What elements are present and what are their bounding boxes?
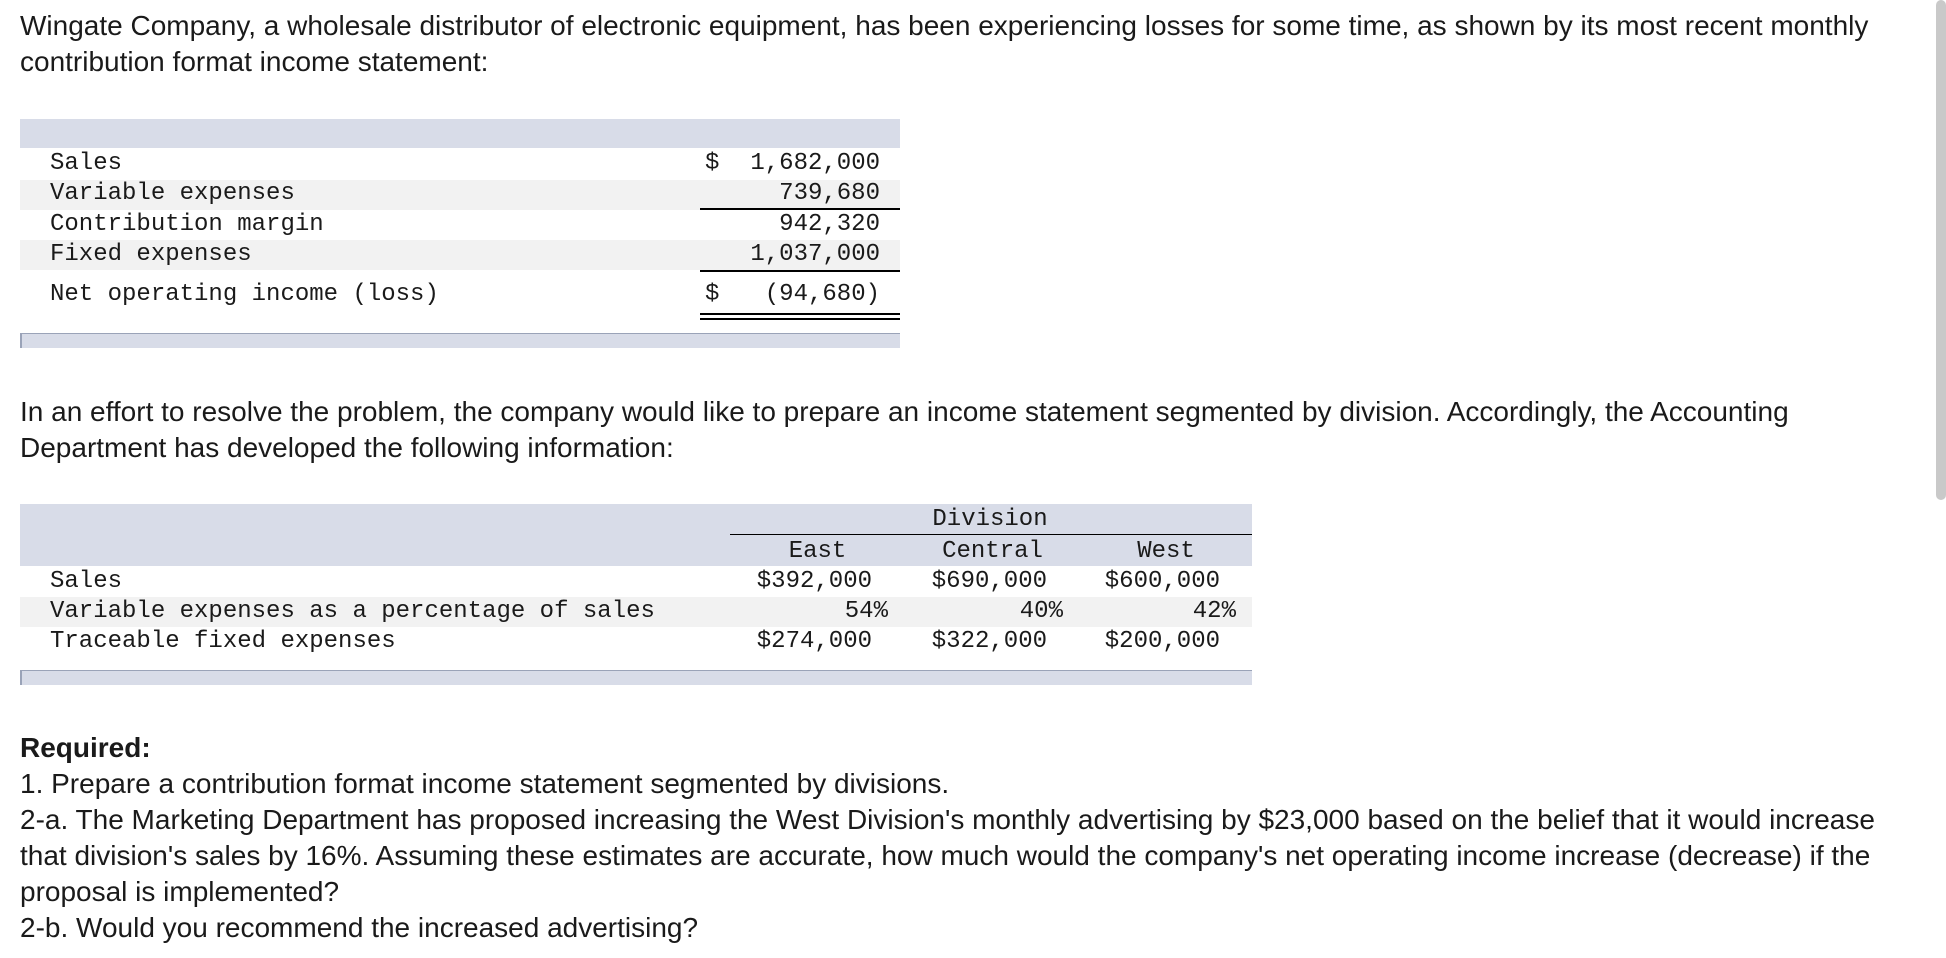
west-sales: $600,000 <box>1104 568 1220 595</box>
row-label-contribution-margin: Contribution margin <box>50 211 324 238</box>
table-header-band <box>20 119 900 148</box>
double-underline-bottom <box>700 318 900 320</box>
central-variable-pct: 40% <box>1019 598 1063 625</box>
table-footer-bar <box>20 670 1252 685</box>
value-net-operating-income: (94,680) <box>764 281 880 308</box>
dollar-sign: $ <box>705 281 720 308</box>
row-label-fixed-expenses: Fixed expenses <box>50 241 252 268</box>
underline <box>700 270 900 272</box>
row-label-traceable-fixed: Traceable fixed expenses <box>50 628 396 655</box>
required-heading: Required: <box>20 732 151 763</box>
row-label-variable-pct: Variable expenses as a percentage of sales <box>50 598 655 625</box>
row-label-variable-expenses: Variable expenses <box>50 180 295 207</box>
value-contribution-margin: 942,320 <box>779 211 880 238</box>
double-underline-top <box>700 313 900 315</box>
value-variable-expenses: 739,680 <box>779 180 880 207</box>
header-underline <box>730 534 1252 535</box>
west-variable-pct: 42% <box>1192 598 1236 625</box>
dollar-sign: $ <box>705 150 720 177</box>
central-sales: $690,000 <box>931 568 1047 595</box>
east-traceable-fixed: $274,000 <box>756 628 872 655</box>
row-label-sales: Sales <box>50 568 123 595</box>
value-fixed-expenses: 1,037,000 <box>750 241 880 268</box>
column-header-central: Central <box>942 538 1043 565</box>
row-label-sales: Sales <box>50 150 123 177</box>
required-section <box>20 730 1900 946</box>
row-label-net-operating-income: Net operating income (loss) <box>50 281 439 308</box>
required-item-1: 1. Prepare a contribution format income statement segmented by divisions. <box>20 768 950 799</box>
intro-paragraph: Wingate Company, a wholesale distributor of electronic equipment, has been experiencing losses for some time, as shown by its most recent monthly contribution format income statement: <box>20 10 1869 77</box>
west-traceable-fixed: $200,000 <box>1104 628 1220 655</box>
east-variable-pct: 54% <box>844 598 888 625</box>
division-group-header: Division <box>932 506 1048 533</box>
value-sales: 1,682,000 <box>750 150 880 177</box>
east-sales: $392,000 <box>756 568 872 595</box>
column-header-east: East <box>788 538 847 565</box>
column-header-west: West <box>1137 538 1195 565</box>
table-footer-bar <box>20 333 900 348</box>
required-item-2a: 2-a. The Marketing Department has proposed increasing the West Division's monthly advertising by $23,000 based on the belief that it would increase that division's sales by 16%. Assuming these estimates are accurate, how much would the company's net operating income increase (decrease) if the proposal is implemented? <box>20 804 1875 907</box>
middle-paragraph: In an effort to resolve the problem, the company would like to prepare an income statement segmented by division. Accordingly, the Accounting Department has developed the following information: <box>20 396 1789 463</box>
vertical-scrollbar[interactable] <box>1936 0 1946 500</box>
central-traceable-fixed: $322,000 <box>931 628 1047 655</box>
required-item-2b: 2-b. Would you recommend the increased advertising? <box>20 912 699 943</box>
